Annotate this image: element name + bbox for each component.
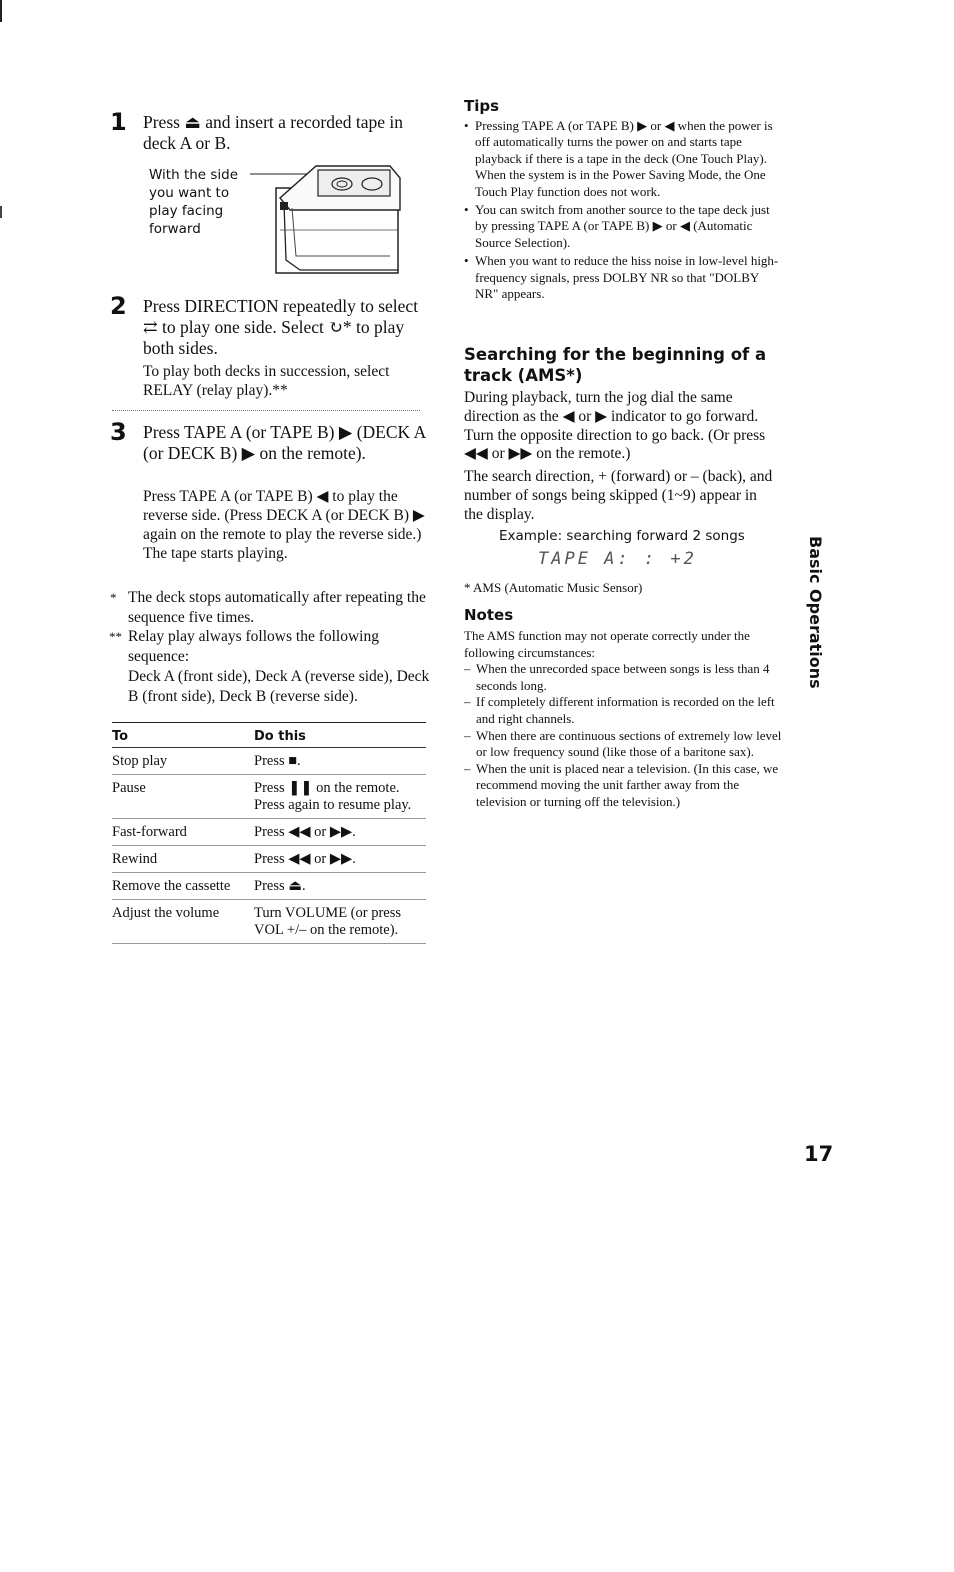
tips-list <box>464 118 782 304</box>
ams-example-label: Example: searching forward 2 songs <box>499 528 745 544</box>
table-cell: Press ◀◀ or ▶▶. <box>254 824 356 840</box>
list-item: • When you want to reduce the hiss noise in low-level high-frequency signals, press DOLBY NR so that "DOLBY NR" appears. <box>464 253 779 302</box>
note-text: When the unrecorded space between songs is less than 4 seconds long. <box>476 661 770 693</box>
table-header <box>112 722 426 748</box>
tip-text: Pressing TAPE A (or TAPE B) ▶ or ◀ when the power is off automatically turns the power on and starts tape playback if there is a tape in the deck (One Touch Play). When the system is in the Power Saving Mode, the One Touch Play function does not work. <box>475 118 773 199</box>
table-cell: Pause <box>112 780 146 796</box>
table-cell: Press ◀◀ or ▶▶. <box>254 851 356 867</box>
footnote-text: Relay play always follows the following sequence: <box>128 628 379 665</box>
lcd-display-example: TAPE A: : +2 <box>538 549 697 569</box>
table-row <box>112 846 426 873</box>
page-number: 17 <box>804 1142 834 1166</box>
footnote-1 <box>110 588 430 627</box>
notes-list <box>464 628 782 811</box>
ams-footnote: * AMS (Automatic Music Sensor) <box>464 580 643 595</box>
table-row <box>112 748 426 775</box>
step-3-sub: Press TAPE A (or TAPE B) ◀ to play the reverse side. (Press DECK A (or DECK B) ▶ again on the remote to play the reverse side.) The tape starts playing. <box>143 488 425 562</box>
margin-mark <box>0 206 2 218</box>
note-text: When the unit is placed near a television. (In this case, we recommend moving the unit farther away from the television or turning off the television.) <box>476 760 779 809</box>
step-2-text: Press DIRECTION repeatedly to select ⇄ to play one side. Select ↻* to play both sides. <box>143 296 419 358</box>
table-row <box>112 819 426 846</box>
step-1-number: 1 <box>110 108 127 136</box>
step-1-text: Press ⏏ and insert a recorded tape in deck A or B. <box>143 112 403 153</box>
list-item: • Pressing TAPE A (or TAPE B) ▶ or ◀ when the power is off automatically turns the power on and starts tape playback if there is a tape in the deck (One Touch Play). When the system is in the Power Saving Mode, the One Touch Play function does not work. <box>464 118 773 199</box>
tip-text: When you want to reduce the hiss noise in low-level high-frequency signals, press DOLBY NR so that "DOLBY NR" appears. <box>475 253 779 302</box>
notes-intro: The AMS function may not operate correctly under the following circumstances: <box>464 628 750 660</box>
table-row <box>112 775 426 819</box>
list-item: • You can switch from another source to the tape deck just by pressing TAPE A (or TAPE B) ▶ or ◀ (Automatic Source Selection). <box>464 202 770 250</box>
margin-mark <box>0 0 2 22</box>
table-header-cell: To <box>112 729 129 744</box>
footnote-text: The deck stops automatically after repeating the sequence five times. <box>128 589 426 626</box>
table-row <box>112 900 426 944</box>
list-item: – If completely different information is recorded on the left and right channels. <box>464 694 775 726</box>
ams-heading: Searching for the beginning of a track (AMS*) <box>464 345 767 385</box>
table-row <box>112 873 426 900</box>
table-cell: Press ⏏. <box>254 878 306 894</box>
note-text: If completely different information is recorded on the left and right channels. <box>476 694 775 726</box>
section-side-tab <box>803 536 825 696</box>
list-item: – When there are continuous sections of extremely low level or low frequency sound (like those of a baritone sax). <box>464 727 782 760</box>
table-cell: Fast-forward <box>112 824 187 840</box>
section-side-tab-label: Basic Operations <box>806 536 825 689</box>
footnote-3 <box>110 667 430 706</box>
step-3-number: 3 <box>110 418 127 446</box>
ams-paragraph-1: During playback, turn the jog dial the same direction as the ◀ or ▶ indicator to go forward. Turn the opposite direction to go back. (Or press ◀◀ or ▶▶ on the remote.) <box>464 389 766 463</box>
list-item: – When the unrecorded space between songs is less than 4 seconds long. <box>464 661 770 693</box>
step-2-number: 2 <box>110 292 127 320</box>
tip-text: You can switch from another source to the tape deck just by pressing TAPE A (or TAPE B) ▶ or ◀ (Automatic Source Selection). <box>475 202 770 250</box>
illustration-caption: With the side you want to play facing forward <box>149 167 239 237</box>
step-2-sub: To play both decks in succession, select RELAY (relay play).** <box>143 363 390 399</box>
table-cell: Adjust the volume <box>112 905 220 921</box>
table-cell: Stop play <box>112 753 168 769</box>
ams-paragraph-2: The search direction, + (forward) or – (back), and number of songs being skipped (1~9) appear in the display. <box>464 468 773 523</box>
table-header-cell: Do this <box>254 729 306 744</box>
table-cell: Rewind <box>112 851 158 867</box>
tips-heading: Tips <box>464 97 500 115</box>
table-cell: Press ■. <box>254 753 301 769</box>
footnote-mark: ** <box>109 629 122 644</box>
notes-heading: Notes <box>464 606 514 624</box>
list-item: – When the unit is placed near a television. (In this case, we recommend moving the unit farther away from the television or turning off the television.) <box>464 760 779 809</box>
step-3-text: Press TAPE A (or TAPE B) ▶ (DECK A (or DECK B) ▶ on the remote). <box>143 422 426 463</box>
footnote-text: Deck A (front side), Deck A (reverse side), Deck B (front side), Deck B (reverse side). <box>128 668 430 705</box>
footnote-2 <box>110 627 430 666</box>
footnote-mark: * <box>110 590 117 605</box>
table-cell: Remove the cassette <box>112 878 231 894</box>
step-divider <box>112 410 420 411</box>
table-cell: Turn VOLUME (or press VOL +/– on the remote). <box>254 905 402 938</box>
table-cell: Press ❚❚ on the remote. Press again to resume play. <box>254 780 412 813</box>
operations-table <box>112 722 426 944</box>
cassette-deck-illustration <box>240 160 405 278</box>
note-text: When there are continuous sections of extremely low level or low frequency sound (like those of a baritone sax). <box>476 727 782 760</box>
